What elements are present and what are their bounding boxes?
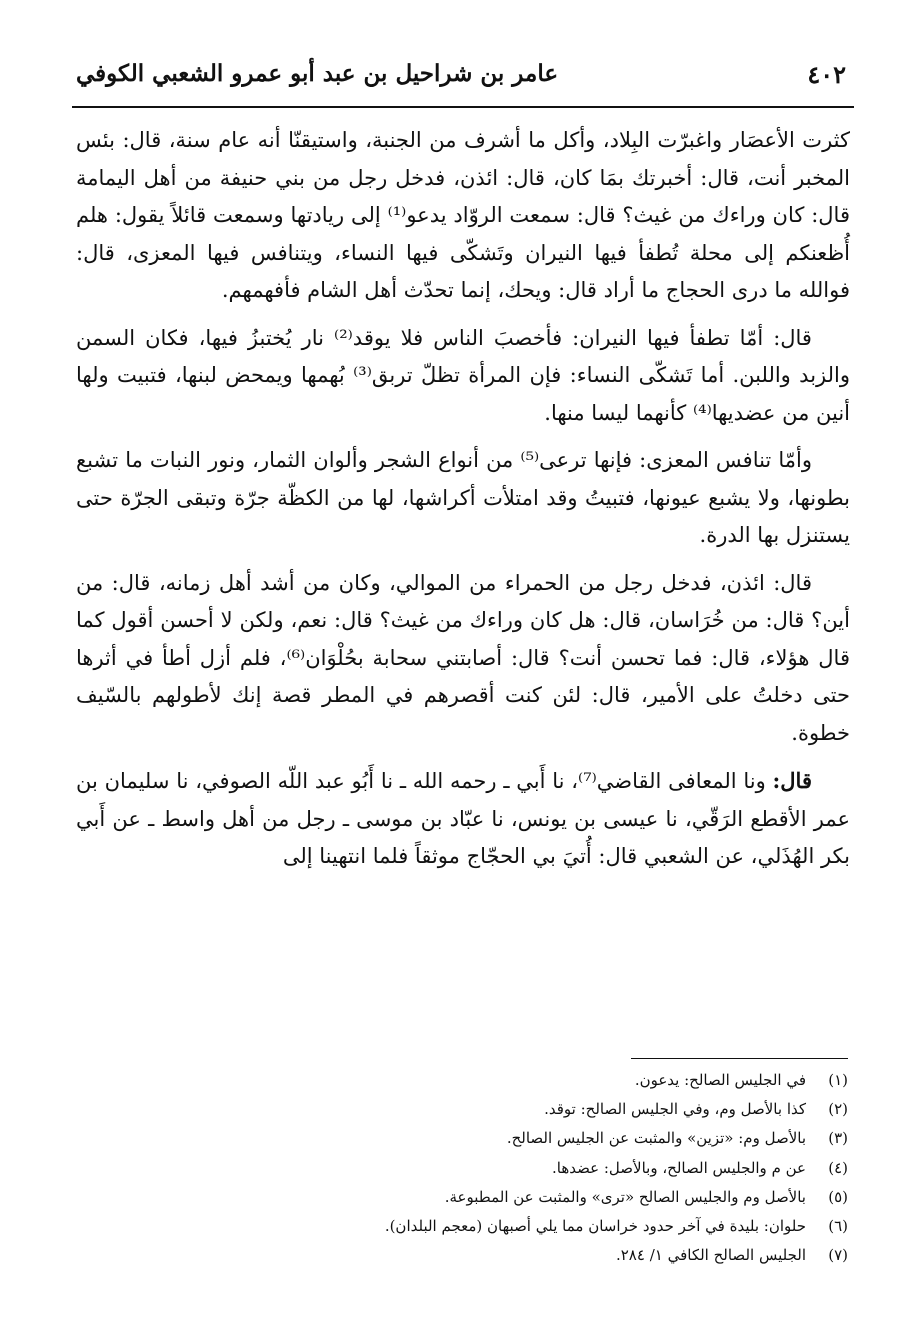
- footnote-6: [76, 1212, 848, 1241]
- paragraph-5: [76, 762, 850, 876]
- footnote-number: (٦): [828, 1217, 848, 1236]
- footnote-text: بالأصل وم: «تزين» والمثبت عن الجليس الصالح.: [506, 1129, 806, 1148]
- footnote-5: [76, 1183, 848, 1212]
- paragraph-5-lead: قال:: [772, 768, 812, 793]
- footnote-number: (٧): [828, 1246, 848, 1265]
- footnote-text: بالأصل وم والجليس الصالح «ترى» والمثبت عن المطبوعة.: [444, 1187, 806, 1206]
- header-rule: [72, 106, 854, 108]
- footnote-text: عن م والجليس الصالح، وبالأصل: عضدها.: [552, 1158, 806, 1177]
- footnote-7: [76, 1241, 848, 1270]
- footnote-text: كذا بالأصل وم، وفي الجليس الصالح: توقد.: [544, 1100, 806, 1119]
- footnote-3: [76, 1124, 848, 1153]
- footnote-4: [76, 1154, 848, 1183]
- paragraph-3: وأمّا تنافس المعزى: فإنها ترعى⁽⁵⁾ من أنواع الشجر وألوان الثمار، ونور النبات ما تشبع بطونها، ولا يشبع عيونها، فتبيتُ وقد امتلأت أكراشها، لها من الكظّة جرّة وتبقى الجرّة حتى يستنزل بها الدرة.: [76, 448, 850, 547]
- footnote-2: [76, 1095, 848, 1124]
- footnote-text: حلوان: بليدة في آخر حدود خراسان مما يلي أصبهان (معجم البلدان).: [384, 1217, 806, 1236]
- footnote-number: (٥): [828, 1187, 848, 1206]
- page-number: ٤٠٢: [807, 60, 846, 89]
- footnote-number: (٤): [828, 1158, 848, 1177]
- footnote-number: (٣): [828, 1129, 848, 1148]
- footnote-rule: [631, 1058, 848, 1059]
- paragraph-1: كثرت الأعصَار واغبرّت البِلاد، وأكل ما أشرف من الجنبة، واستيقنّا أنه عام سنة، قال: بئس المخبر أنت، قال: أخبرتك بمَا كان، قال: ائذن، فدخل رجل من بني حنيفة من أهل اليمامة قال: كان وراءك من غيث؟ قال: سمعت الروّاد يدعو⁽¹⁾ إلى ريادتها وسمعت قائلاً يقول: هلم أُظعنكم إلى محلة تُطفأ فيها النيران وتَشكّى فيها النساء، ويتنافس فيها المعزى، قال: فوالله ما درى الحجاج ما أراد قال: ويحك، إنما تحدّث أهل الشام فأفهمهم.: [76, 128, 850, 302]
- footnote-number: (٢): [828, 1100, 848, 1119]
- running-header: عامر بن شراحيل بن عبد أبو عمرو الشعبي الكوفي: [76, 60, 559, 87]
- paragraph-4: قال: ائذن، فدخل رجل من الحمراء من الموالي، وكان من أشد أهل زمانه، قال: من أين؟ قال: من خُرَاسان، قال: هل كان وراءك من غيث؟ قال: نعم، ولكن لا أحسن أقول كما قال هؤلاء، قال: فما تحسن أنت؟ قال: أصابتني سحابة بحُلْوَان⁽⁶⁾، فلم أزل أطأ في أثرها حتى دخلتُ على الأمير، قال: لئن كنت أقصرهم في المطر قصة إنك لأطولهم بالسّيف خطوة.: [76, 570, 850, 745]
- footnotes: [76, 1066, 848, 1270]
- paragraph-2: قال: أمّا تطفأ فيها النيران: فأخصبَ الناس فلا يوقد⁽²⁾ نار يُختبزُ فيها، فكان السمن والزبد واللبن. أما تَشكّى النساء: فإن المرأة تظلّ تربق⁽³⁾ بُهمها ويمحض لبنها، فتبيت ولها أنين من عضديها⁽⁴⁾ كأنهما ليسا منها.: [76, 325, 850, 425]
- footnote-text: الجليس الصالح الكافي ١/ ٢٨٤.: [615, 1246, 806, 1265]
- footnote-text: في الجليس الصالح: يدعون.: [634, 1071, 806, 1089]
- paragraph-5-text: ونا المعافى القاضي⁽⁷⁾، نا أَبي ـ رحمه الله ـ نا أَبُو عبد اللّه الصوفي، نا سليمان بن عمر الأقطع الرَقّي، نا عيسى بن يونس، نا عبّاد بن موسى ـ رجل من أهل واسط ـ عن أَبي بكر الهُذَلي، عن الشعبي قال: أُتيَ بي الحجّاج موثقاً فلما انتهينا إلى: [76, 769, 850, 868]
- body-text: [76, 122, 850, 886]
- footnote-1: [76, 1066, 848, 1095]
- footnote-number: (١): [828, 1071, 848, 1089]
